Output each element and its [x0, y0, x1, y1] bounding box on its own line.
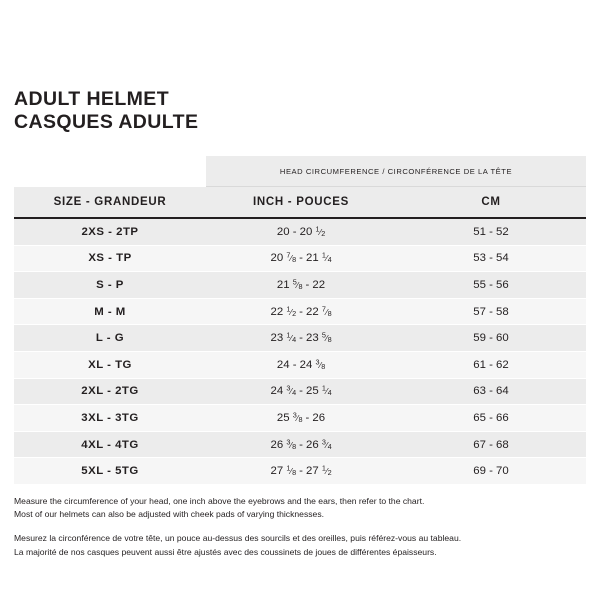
- notes-english: [14, 495, 586, 521]
- title-line-french: CASQUES ADULTE: [14, 111, 199, 133]
- cell-inch: 23 $^1⁄_4 - 23$ $^5⁄_8$: [206, 325, 396, 352]
- cell-inch: 20 - 20 $^1⁄_2$: [206, 218, 396, 245]
- table-row: [14, 272, 586, 299]
- column-header-cm: CM: [396, 187, 586, 219]
- cell-cm: 51 - 52: [396, 218, 586, 245]
- table-row: [14, 378, 586, 405]
- table-row: [14, 325, 586, 352]
- table-body: [14, 218, 586, 484]
- cell-cm: 55 - 56: [396, 272, 586, 299]
- cell-size: 2XL - 2TG: [14, 378, 206, 405]
- cell-inch: 21 $^5⁄_8 - 22$: [206, 272, 396, 299]
- notes-french: [14, 532, 586, 558]
- note-line: Measure the circumference of your head, one inch above the eyebrows and the ears, then refer to the chart.: [14, 495, 425, 506]
- cell-size: M - M: [14, 298, 206, 325]
- cell-cm: 65 - 66: [396, 405, 586, 432]
- notes-section: [14, 495, 586, 559]
- cell-cm: 61 - 62: [396, 351, 586, 378]
- column-header-size: SIZE - GRANDEUR: [14, 187, 206, 219]
- cell-size: 3XL - 3TG: [14, 405, 206, 432]
- cell-cm: 69 - 70: [396, 458, 586, 485]
- table-row: [14, 218, 586, 245]
- cell-cm: 63 - 64: [396, 378, 586, 405]
- cell-cm: 59 - 60: [396, 325, 586, 352]
- cell-size: L - G: [14, 325, 206, 352]
- cell-size: XL - TG: [14, 351, 206, 378]
- cell-size: XS - TP: [14, 245, 206, 272]
- cell-cm: 57 - 58: [396, 298, 586, 325]
- table-row: [14, 298, 586, 325]
- cell-size: 4XL - 4TG: [14, 431, 206, 458]
- title-line-english: ADULT HELMET: [14, 88, 170, 110]
- table-group-header-row: [14, 156, 586, 187]
- column-header-inch: INCH - POUCES: [206, 187, 396, 219]
- cell-cm: 53 - 54: [396, 245, 586, 272]
- table-column-header-row: [14, 187, 586, 219]
- cell-inch: 26 $^3⁄_8 - 26$ $^3⁄_4$: [206, 431, 396, 458]
- cell-size: S - P: [14, 272, 206, 299]
- table-row: [14, 245, 586, 272]
- table-row: [14, 458, 586, 485]
- cell-cm: 67 - 68: [396, 431, 586, 458]
- cell-inch: 24 $^3⁄_4 - 25$ $^1⁄_4$: [206, 378, 396, 405]
- note-line: La majorité de nos casques peuvent aussi être ajustés avec des coussinets de joues de différentes épaisseurs.: [14, 546, 437, 557]
- note-line: Mesurez la circonférence de votre tête, un pouce au-dessus des sourcils et des oreilles, puis référez-vous au tableau.: [14, 533, 462, 544]
- group-header-spacer: [14, 156, 206, 187]
- group-header-head-circumference: HEAD CIRCUMFERENCE / CIRCONFÉRENCE DE LA TÊTE: [206, 156, 586, 187]
- cell-inch: 20 $^7⁄_8 - 21$ $^1⁄_4$: [206, 245, 396, 272]
- cell-inch: 27 $^1⁄_8 - 27$ $^1⁄_2$: [206, 458, 396, 485]
- table-row: [14, 351, 586, 378]
- cell-size: 2XS - 2TP: [14, 218, 206, 245]
- size-chart-table: [14, 156, 586, 485]
- cell-size: 5XL - 5TG: [14, 458, 206, 485]
- page-title: [14, 0, 586, 134]
- table-row: [14, 431, 586, 458]
- table-row: [14, 405, 586, 432]
- cell-inch: 25 $^3⁄_8 - 26$: [206, 405, 396, 432]
- cell-inch: 22 $^1⁄_2 - 22$ $^7⁄_8$: [206, 298, 396, 325]
- note-line: Most of our helmets can also be adjusted with cheek pads of varying thicknesses.: [14, 509, 325, 520]
- cell-inch: 24 - 24 $^3⁄_8$: [206, 351, 396, 378]
